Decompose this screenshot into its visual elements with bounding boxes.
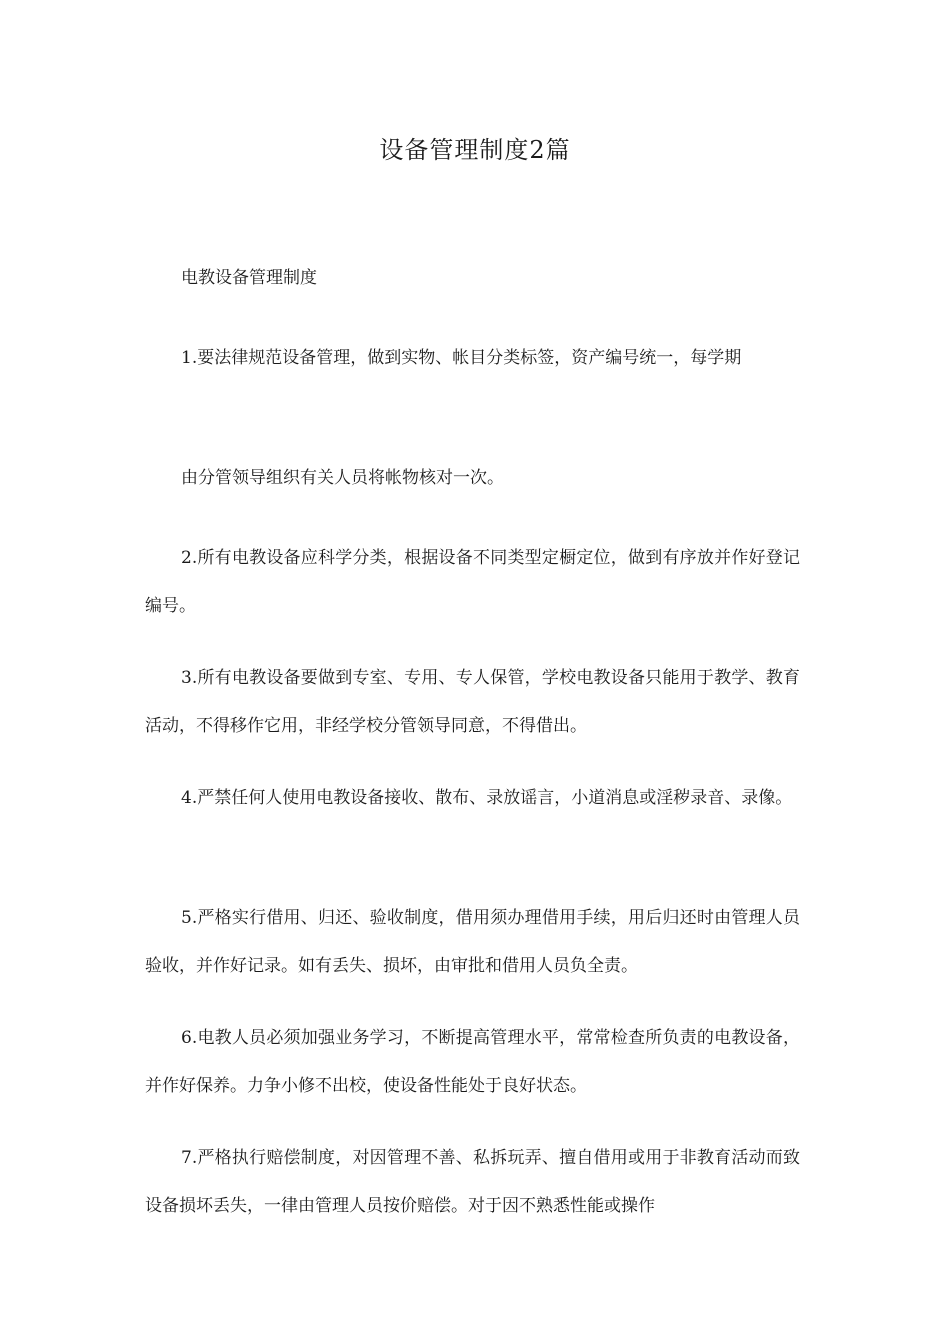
paragraph-5: 5.严格实行借用、归还、验收制度，借用须办理借用手续，用后归还时由管理人员验收，并作好记录。如有丢失、损坏，由审批和借用人员负全责。 — [145, 908, 800, 976]
paragraph-3: 3.所有电教设备要做到专室、专用、专人保管，学校电教设备只能用于教学、教育活动，不得移作它用，非经学校分管领导同意，不得借出。 — [145, 668, 800, 736]
paragraph-1: 1.要法律规范设备管理，做到实物、帐目分类标签，资产编号统一，每学期 — [181, 348, 742, 368]
paragraph-6: 6.电教人员必须加强业务学习，不断提高管理水平，常常检查所负责的电教设备，并作好保养。力争小修不出校，使设备性能处于良好状态。 — [145, 1028, 800, 1096]
section-heading: 电教设备管理制度 — [181, 268, 317, 288]
paragraph-2: 2.所有电教设备应科学分类，根据设备不同类型定橱定位，做到有序放并作好登记编号。 — [145, 548, 800, 616]
document-title: 设备管理制度2篇 — [379, 136, 571, 164]
paragraph-1-continued: 由分管领导组织有关人员将帐物核对一次。 — [181, 468, 504, 488]
paragraph-7: 7.严格执行赔偿制度，对因管理不善、私拆玩弄、擅自借用或用于非教育活动而致设备损坏丢失，一律由管理人员按价赔偿。对于因不熟悉性能或操作 — [145, 1148, 800, 1216]
paragraph-4: 4.严禁任何人使用电教设备接收、散布、录放谣言，小道消息或淫秽录音、录像。 — [181, 788, 793, 808]
